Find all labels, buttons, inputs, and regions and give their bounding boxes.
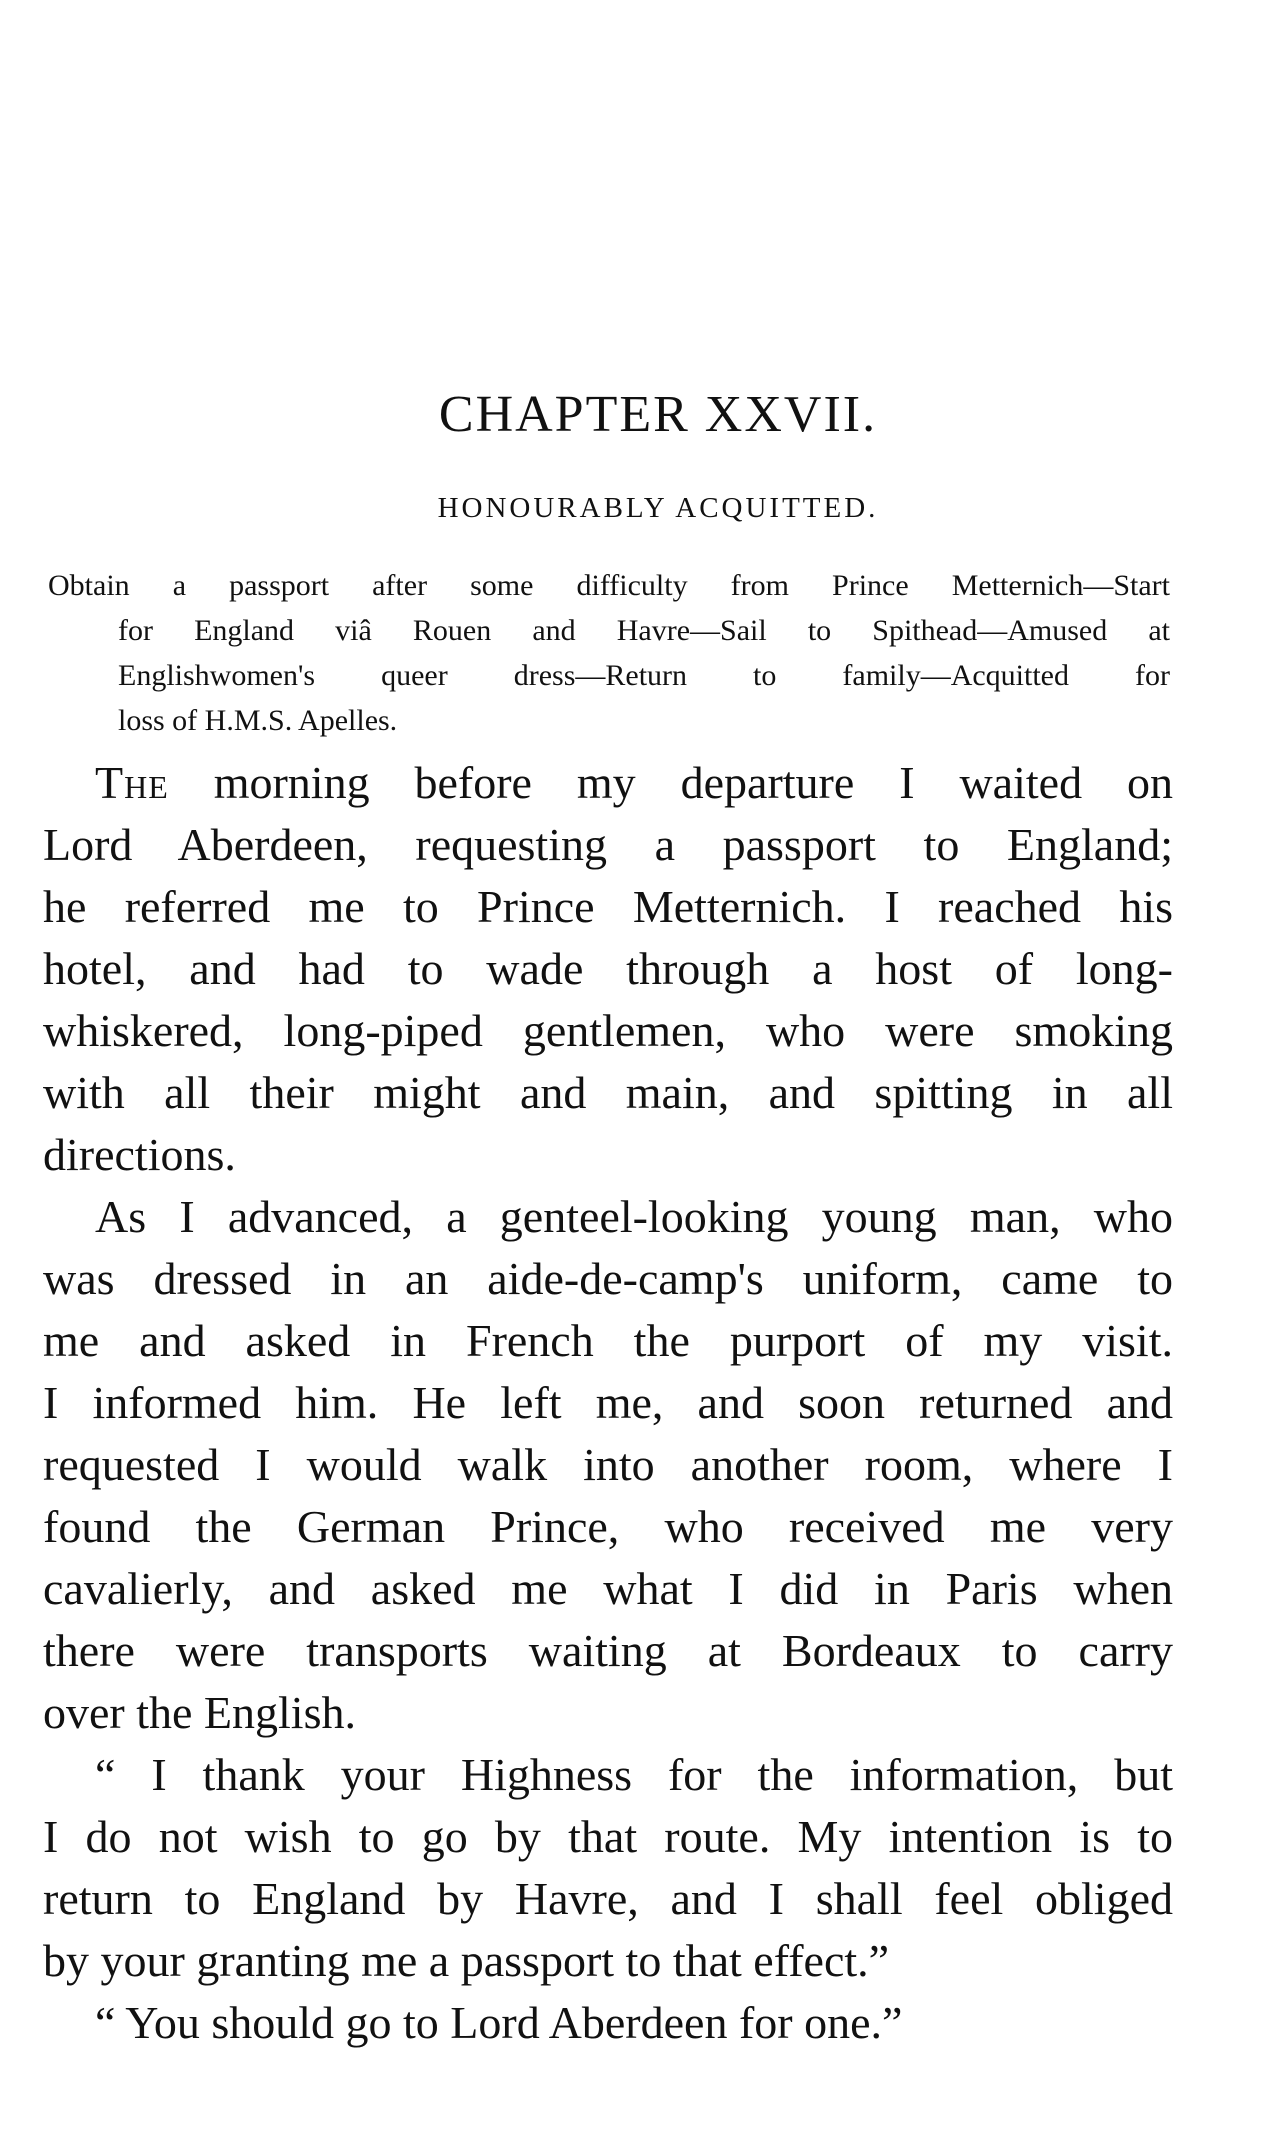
body-line: “ I thank your Highness for the information, but [95,1749,1173,1800]
chapter-body [43,752,1173,2054]
body-line: me and asked in French the purport of my visit. [43,1315,1173,1366]
body-line: found the German Prince, who received me very [43,1501,1173,1552]
synopsis-line: Obtain a passport after some difficulty from Prince Metternich—Start [48,569,1170,602]
body-line: there were transports waiting at Bordeaux to carry [43,1625,1173,1676]
body-line: cavalierly, and asked me what I did in Paris when [43,1563,1173,1614]
body-line: As I advanced, a genteel-looking young man, who [95,1191,1173,1242]
chapter-title: CHAPTER XXVII. [438,386,878,443]
chapter-subtitle: HONOURABLY ACQUITTED. [437,492,879,524]
body-line: by your granting me a passport to that effect.” [43,1935,890,1986]
body-line: requested I would walk into another room, where I [43,1439,1173,1490]
synopsis-line: for England viâ Rouen and Havre—Sail to Spithead—Amused at [118,614,1170,647]
body-line: with all their might and main, and spitting in all [43,1067,1173,1118]
body-line: directions. [43,1129,236,1180]
opening-word: The [95,757,169,808]
body-line: I informed him. He left me, and soon returned and [43,1377,1173,1428]
body-line: he referred me to Prince Metternich. I reached his [43,881,1173,932]
body-line: return to England by Havre, and I shall feel obliged [43,1873,1173,1924]
body-line: hotel, and had to wade through a host of long- [43,943,1173,994]
body-line: over the English. [43,1687,356,1738]
body-line [43,752,1173,814]
chapter-synopsis [48,563,1170,743]
synopsis-line: Englishwomen's queer dress—Return to family—Acquitted for [118,659,1170,692]
body-line-text: morning before my departure I waited on [168,757,1173,808]
body-line: I do not wish to go by that route. My intention is to [43,1811,1173,1862]
body-line: was dressed in an aide-de-camp's uniform, came to [43,1253,1173,1304]
synopsis-line: loss of H.M.S. Apelles. [118,704,398,737]
body-line: “ You should go to Lord Aberdeen for one.” [95,1997,903,2048]
body-line: whiskered, long-piped gentlemen, who were smoking [43,1005,1173,1056]
body-line: Lord Aberdeen, requesting a passport to England; [43,819,1173,870]
